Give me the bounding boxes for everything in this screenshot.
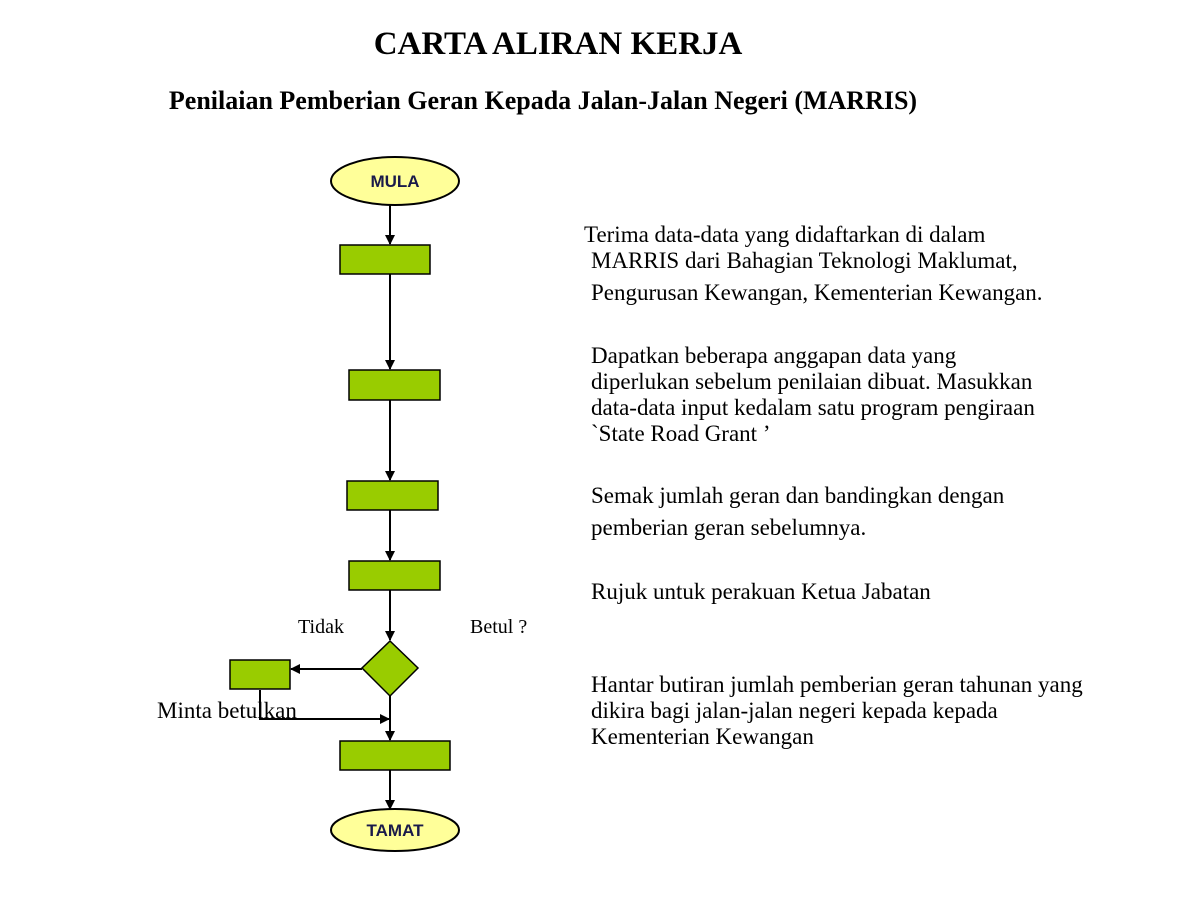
- step-5-line-3: Kementerian Kewangan: [591, 724, 814, 749]
- decision-no-label: Tidak: [298, 616, 344, 638]
- step-2-line-2: diperlukan sebelum penilaian dibuat. Masukkan: [591, 369, 1033, 394]
- process-box-5: [340, 741, 450, 770]
- start-label: MULA: [370, 172, 420, 191]
- step-description-4: [591, 579, 1181, 605]
- process-box-4: [349, 561, 440, 590]
- step-2-line-1: Dapatkan beberapa anggapan data yang: [591, 343, 957, 368]
- step-description-3: [591, 483, 1181, 541]
- step-2-line-4: `State Road Grant ’: [591, 421, 771, 446]
- process-box-3: [347, 481, 438, 510]
- decision-diamond: [362, 641, 418, 696]
- step-5-line-1: Hantar butiran jumlah pemberian geran tahunan yang: [591, 672, 1083, 697]
- step-description-2: [591, 343, 1181, 447]
- step-3-line-1: Semak jumlah geran dan bandingkan dengan: [591, 483, 1005, 508]
- step-2-line-3: data-data input kedalam satu program pengiraan: [591, 395, 1035, 420]
- end-label: TAMAT: [366, 821, 424, 840]
- page-subtitle: Penilaian Pemberian Geran Kepada Jalan-Jalan Negeri (MARRIS): [168, 86, 918, 115]
- step-description-5: [591, 672, 1181, 750]
- process-box-2: [349, 370, 440, 400]
- page-title: CARTA ALIRAN KERJA: [373, 26, 743, 62]
- process-box-1: [340, 245, 430, 274]
- step-3-line-2: pemberian geran sebelumnya.: [591, 515, 867, 540]
- decision-yes-label: Betul ?: [470, 616, 528, 638]
- step-5-line-2: dikira bagi jalan-jalan negeri kepada kepada: [591, 698, 998, 723]
- step-4-line-1: Rujuk untuk perakuan Ketua Jabatan: [591, 579, 931, 604]
- correction-label: Minta betulkan: [157, 698, 297, 723]
- step-1-line-1: Terima data-data yang didaftarkan di dalam: [584, 222, 986, 247]
- step-1-line-2: MARRIS dari Bahagian Teknologi Maklumat,: [591, 248, 1018, 273]
- step-1-line-3: Pengurusan Kewangan, Kementerian Kewangan.: [591, 280, 1043, 305]
- correction-box: [230, 660, 290, 689]
- step-description-1: [584, 222, 1181, 306]
